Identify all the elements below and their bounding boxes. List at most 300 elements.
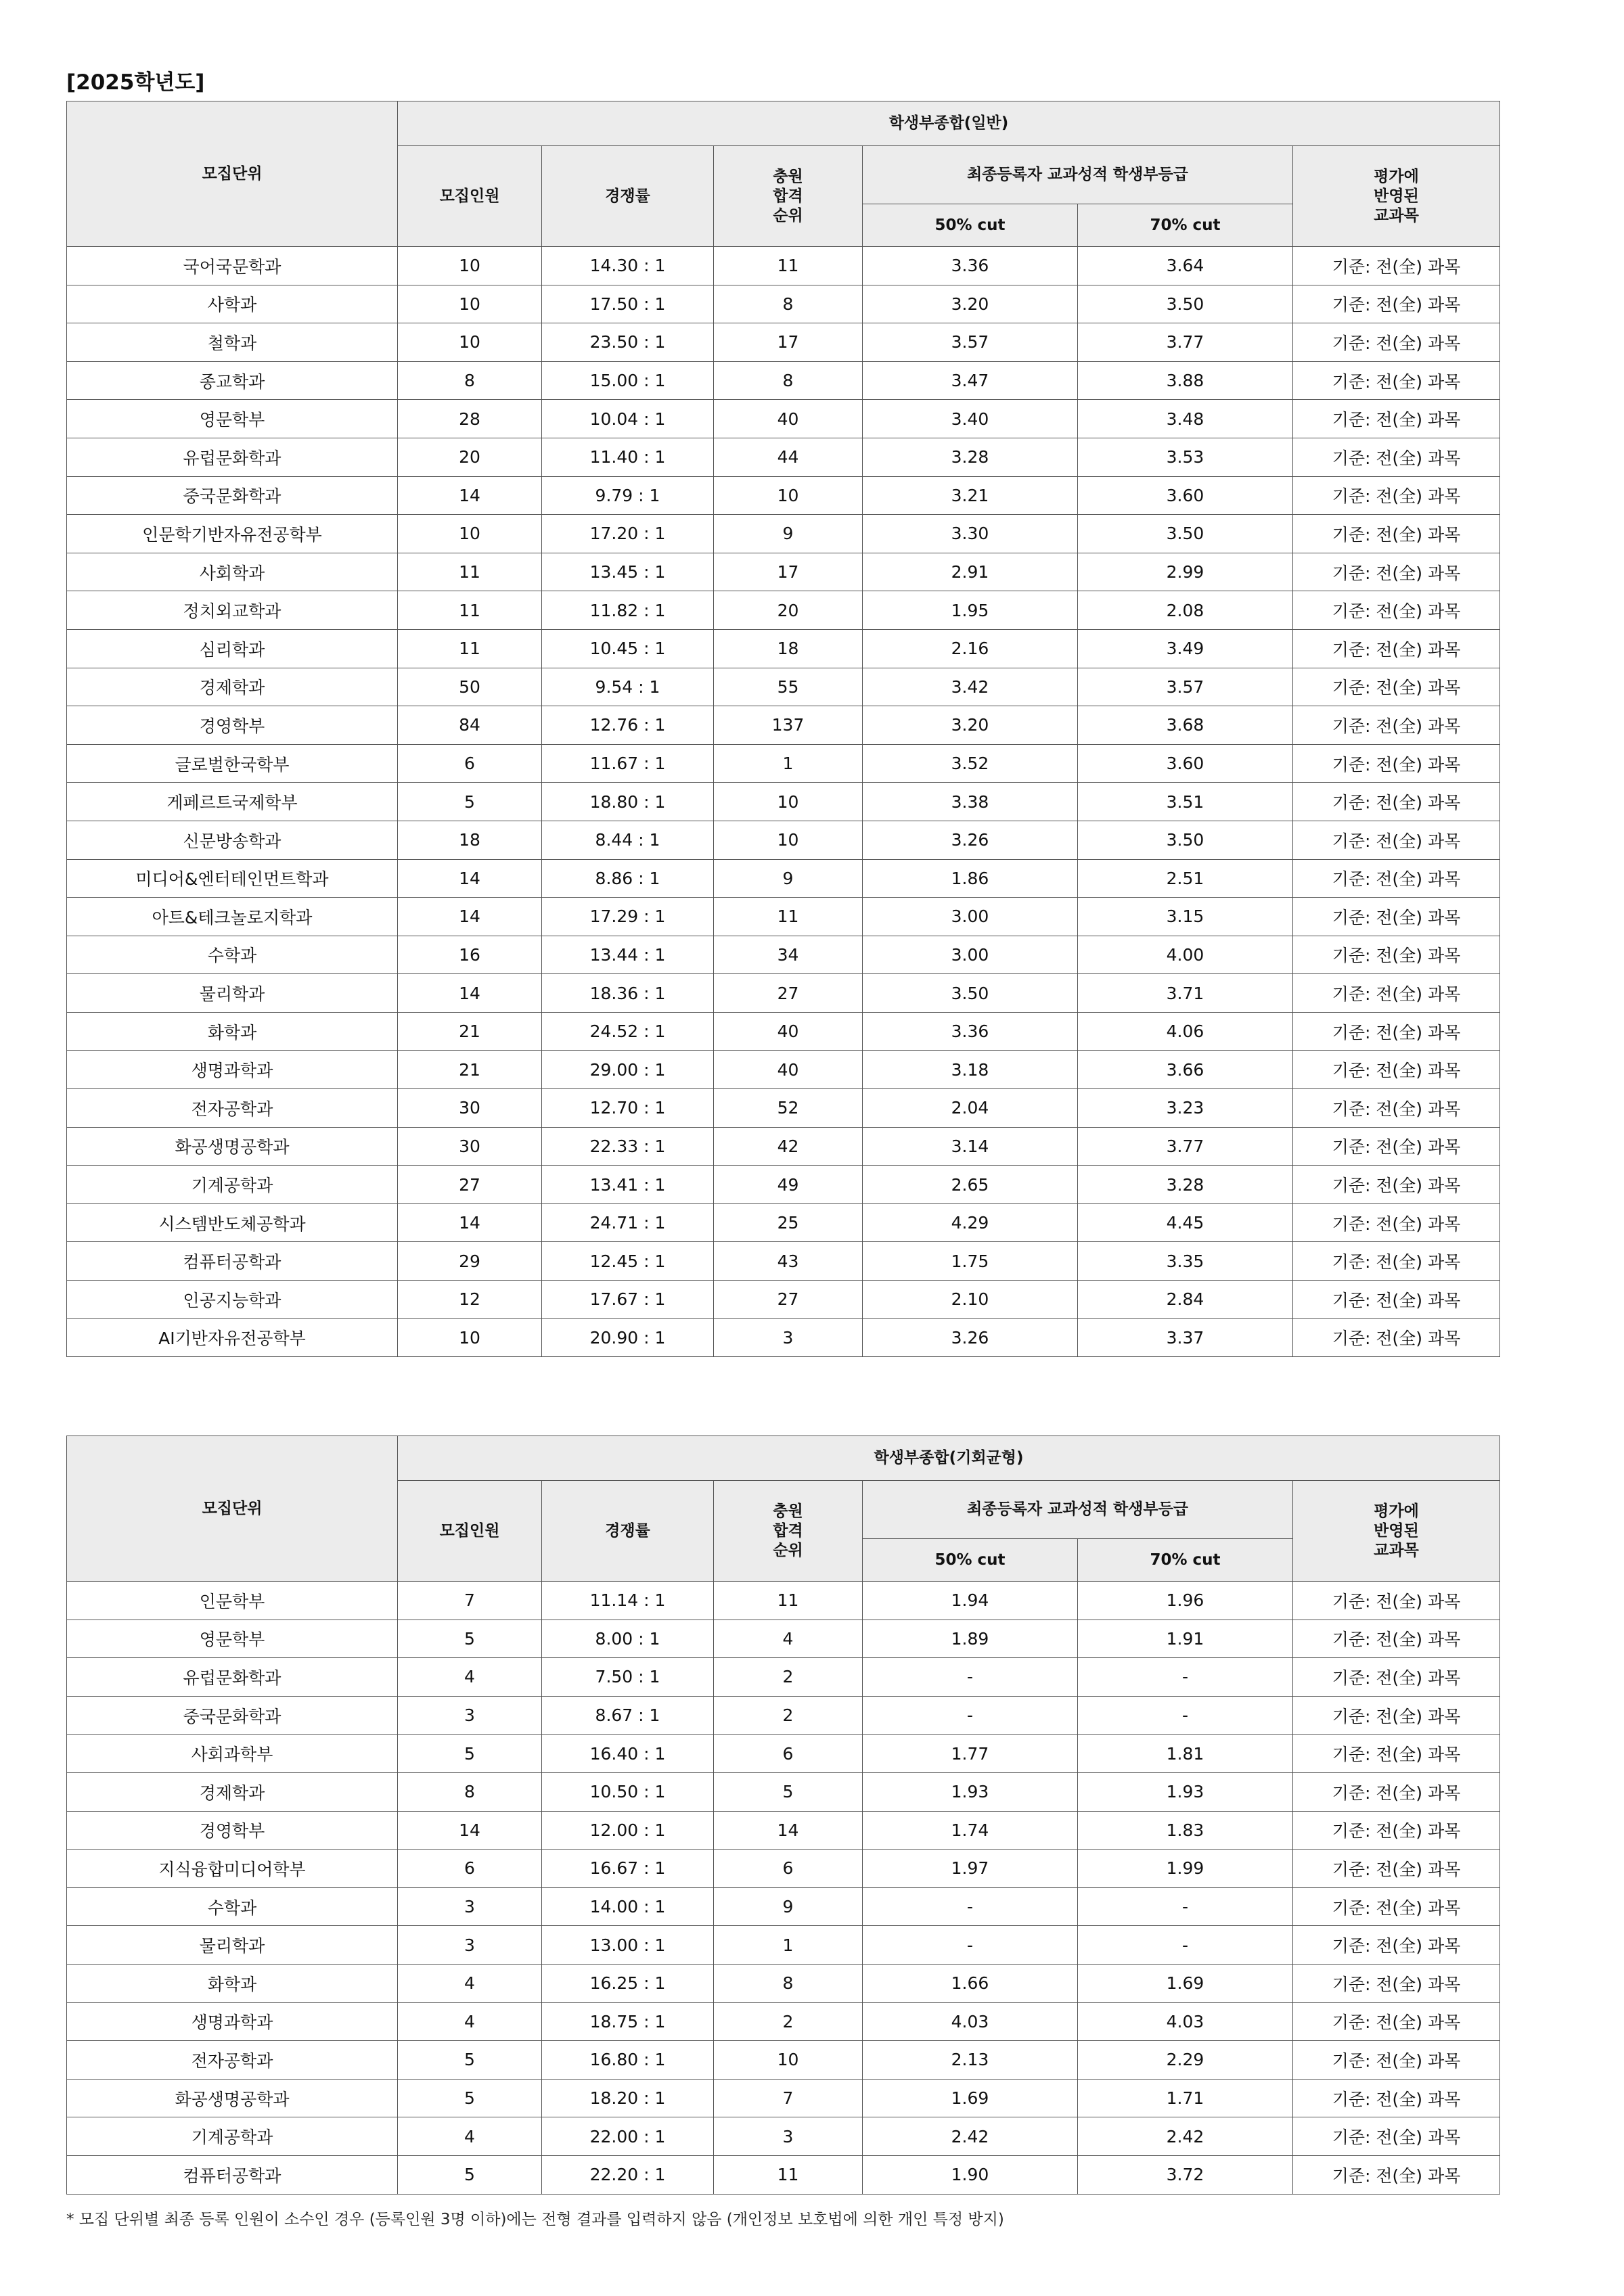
- waitlist-cell: 10: [714, 2041, 863, 2080]
- cut70-cell: 3.57: [1078, 668, 1293, 706]
- unit-cell: 경제학과: [67, 1772, 398, 1811]
- unit-cell: 신문방송학과: [67, 821, 398, 859]
- year-title: [2025학년도]: [66, 70, 205, 95]
- competition-cell: 12.00 : 1: [542, 1811, 714, 1850]
- header-competition: 경쟁률: [542, 1481, 714, 1582]
- competition-cell: 18.36 : 1: [542, 974, 714, 1013]
- cut50-cell: 1.66: [863, 1964, 1078, 2002]
- quota-cell: 50: [398, 668, 542, 706]
- waitlist-cell: 17: [714, 323, 863, 362]
- table-title: 학생부종합(기회균형): [398, 1436, 1500, 1481]
- table-row: [67, 1281, 1500, 1319]
- table-row: [67, 2117, 1500, 2156]
- cut70-cell: -: [1078, 1696, 1293, 1735]
- waitlist-cell: 34: [714, 936, 863, 974]
- quota-cell: 6: [398, 1850, 542, 1888]
- table-row: [67, 1203, 1500, 1242]
- waitlist-cell: 3: [714, 1318, 863, 1357]
- cut50-cell: 3.21: [863, 476, 1078, 515]
- unit-cell: 사학과: [67, 285, 398, 323]
- subjects-cell: 기준: 전(全) 과목: [1293, 936, 1500, 974]
- quota-cell: 10: [398, 323, 542, 362]
- unit-cell: 생명과학과: [67, 1051, 398, 1089]
- cut50-cell: 3.50: [863, 974, 1078, 1013]
- quota-cell: 8: [398, 361, 542, 400]
- quota-cell: 30: [398, 1127, 542, 1166]
- cut50-cell: 3.14: [863, 1127, 1078, 1166]
- quota-cell: 5: [398, 2155, 542, 2194]
- unit-cell: 전자공학과: [67, 2041, 398, 2080]
- competition-cell: 10.50 : 1: [542, 1772, 714, 1811]
- cut50-cell: 3.40: [863, 400, 1078, 438]
- waitlist-cell: 2: [714, 2002, 863, 2041]
- cut70-cell: -: [1078, 1658, 1293, 1697]
- cut70-cell: 3.49: [1078, 629, 1293, 668]
- waitlist-cell: 40: [714, 400, 863, 438]
- table-row: [67, 1772, 1500, 1811]
- cut70-cell: 3.72: [1078, 2155, 1293, 2194]
- unit-cell: 중국문화학과: [67, 476, 398, 515]
- table-row: [67, 1166, 1500, 1204]
- unit-cell: 경영학부: [67, 706, 398, 745]
- competition-cell: 14.00 : 1: [542, 1887, 714, 1926]
- table-row: [67, 974, 1500, 1013]
- unit-cell: 사회과학부: [67, 1735, 398, 1773]
- subjects-cell: 기준: 전(全) 과목: [1293, 783, 1500, 821]
- cut50-cell: 3.47: [863, 361, 1078, 400]
- unit-cell: 사회학과: [67, 553, 398, 591]
- cut50-cell: 2.91: [863, 553, 1078, 591]
- waitlist-cell: 1: [714, 744, 863, 783]
- subjects-cell: 기준: 전(全) 과목: [1293, 1203, 1500, 1242]
- waitlist-cell: 52: [714, 1089, 863, 1128]
- competition-cell: 11.82 : 1: [542, 591, 714, 630]
- unit-cell: 국어국문학과: [67, 247, 398, 285]
- cut50-cell: -: [863, 1926, 1078, 1965]
- subjects-cell: 기준: 전(全) 과목: [1293, 1127, 1500, 1166]
- waitlist-cell: 10: [714, 821, 863, 859]
- cut70-cell: 1.99: [1078, 1850, 1293, 1888]
- waitlist-cell: 11: [714, 1582, 863, 1620]
- quota-cell: 12: [398, 1281, 542, 1319]
- competition-cell: 16.80 : 1: [542, 2041, 714, 2080]
- table-row: [67, 1696, 1500, 1735]
- cut50-cell: 1.97: [863, 1850, 1078, 1888]
- admission-table-opportunity: [66, 1436, 1500, 2195]
- header-cut50: 50% cut: [863, 1539, 1078, 1582]
- competition-cell: 10.04 : 1: [542, 400, 714, 438]
- quota-cell: 28: [398, 400, 542, 438]
- subjects-cell: 기준: 전(全) 과목: [1293, 476, 1500, 515]
- waitlist-cell: 3: [714, 2117, 863, 2156]
- cut70-cell: 2.08: [1078, 591, 1293, 630]
- footnote: * 모집 단위별 최종 등록 인원이 소수인 경우 (등록인원 3명 이하)에는 전형 결과를 입력하지 않음 (개인정보 보호법에 의한 개인 특정 방지): [66, 2211, 1004, 2228]
- table-row: [67, 1658, 1500, 1697]
- cut50-cell: 3.38: [863, 783, 1078, 821]
- cut50-cell: 2.10: [863, 1281, 1078, 1319]
- cut50-cell: 3.57: [863, 323, 1078, 362]
- unit-cell: 인문학부: [67, 1582, 398, 1620]
- unit-cell: 인공지능학과: [67, 1281, 398, 1319]
- unit-cell: 영문학부: [67, 400, 398, 438]
- competition-cell: 18.80 : 1: [542, 783, 714, 821]
- cut70-cell: 2.99: [1078, 553, 1293, 591]
- quota-cell: 14: [398, 1811, 542, 1850]
- quota-cell: 4: [398, 2002, 542, 2041]
- table-row: [67, 247, 1500, 285]
- subjects-cell: 기준: 전(全) 과목: [1293, 1850, 1500, 1888]
- unit-cell: 종교학과: [67, 361, 398, 400]
- table-row: [67, 361, 1500, 400]
- quota-cell: 14: [398, 1203, 542, 1242]
- table-row: [67, 898, 1500, 936]
- table-row: [67, 744, 1500, 783]
- quota-cell: 11: [398, 553, 542, 591]
- competition-cell: 17.50 : 1: [542, 285, 714, 323]
- cut50-cell: 3.00: [863, 936, 1078, 974]
- quota-cell: 16: [398, 936, 542, 974]
- cut70-cell: 3.71: [1078, 974, 1293, 1013]
- cut70-cell: 3.77: [1078, 1127, 1293, 1166]
- quota-cell: 4: [398, 2117, 542, 2156]
- subjects-cell: 기준: 전(全) 과목: [1293, 898, 1500, 936]
- quota-cell: 29: [398, 1242, 542, 1281]
- cut70-cell: 4.45: [1078, 1203, 1293, 1242]
- competition-cell: 13.41 : 1: [542, 1166, 714, 1204]
- subjects-cell: 기준: 전(全) 과목: [1293, 1811, 1500, 1850]
- table-row: [67, 1964, 1500, 2002]
- cut70-cell: 3.66: [1078, 1051, 1293, 1089]
- cut50-cell: 3.28: [863, 438, 1078, 476]
- cut70-cell: 3.50: [1078, 821, 1293, 859]
- subjects-cell: 기준: 전(全) 과목: [1293, 323, 1500, 362]
- subjects-cell: 기준: 전(全) 과목: [1293, 744, 1500, 783]
- waitlist-cell: 20: [714, 591, 863, 630]
- quota-cell: 5: [398, 1620, 542, 1658]
- cut50-cell: 3.30: [863, 515, 1078, 553]
- table-row: [67, 476, 1500, 515]
- cut50-cell: 3.00: [863, 898, 1078, 936]
- unit-cell: 지식융합미디어학부: [67, 1850, 398, 1888]
- quota-cell: 7: [398, 1582, 542, 1620]
- table-row: [67, 400, 1500, 438]
- unit-cell: 중국문화학과: [67, 1696, 398, 1735]
- cut50-cell: 2.42: [863, 2117, 1078, 2156]
- quota-cell: 3: [398, 1696, 542, 1735]
- competition-cell: 17.20 : 1: [542, 515, 714, 553]
- cut50-cell: 4.03: [863, 2002, 1078, 2041]
- cut50-cell: 1.77: [863, 1735, 1078, 1773]
- quota-cell: 4: [398, 1964, 542, 2002]
- cut50-cell: 3.36: [863, 247, 1078, 285]
- cut70-cell: 1.83: [1078, 1811, 1293, 1850]
- unit-cell: 물리학과: [67, 974, 398, 1013]
- cut50-cell: 1.93: [863, 1772, 1078, 1811]
- waitlist-cell: 1: [714, 1926, 863, 1965]
- competition-cell: 12.70 : 1: [542, 1089, 714, 1128]
- table-row: [67, 1127, 1500, 1166]
- waitlist-cell: 11: [714, 898, 863, 936]
- cut50-cell: 4.29: [863, 1203, 1078, 1242]
- cut50-cell: 3.18: [863, 1051, 1078, 1089]
- subjects-cell: 기준: 전(全) 과목: [1293, 1926, 1500, 1965]
- competition-cell: 13.45 : 1: [542, 553, 714, 591]
- competition-cell: 29.00 : 1: [542, 1051, 714, 1089]
- quota-cell: 5: [398, 783, 542, 821]
- cut70-cell: 3.60: [1078, 476, 1293, 515]
- waitlist-cell: 40: [714, 1012, 863, 1051]
- header-unit: 모집단위: [67, 1436, 398, 1582]
- waitlist-cell: 10: [714, 783, 863, 821]
- waitlist-cell: 4: [714, 1620, 863, 1658]
- table-row: [67, 936, 1500, 974]
- subjects-cell: 기준: 전(全) 과목: [1293, 1012, 1500, 1051]
- unit-cell: 경제학과: [67, 668, 398, 706]
- quota-cell: 18: [398, 821, 542, 859]
- header-cut70: 70% cut: [1078, 204, 1293, 247]
- competition-cell: 12.76 : 1: [542, 706, 714, 745]
- subjects-cell: 기준: 전(全) 과목: [1293, 1887, 1500, 1926]
- unit-cell: 유럽문화학과: [67, 1658, 398, 1697]
- quota-cell: 4: [398, 1658, 542, 1697]
- subjects-cell: 기준: 전(全) 과목: [1293, 2041, 1500, 2080]
- cut70-cell: 3.50: [1078, 285, 1293, 323]
- cut50-cell: 3.26: [863, 1318, 1078, 1357]
- table-row: [67, 2079, 1500, 2117]
- competition-cell: 24.52 : 1: [542, 1012, 714, 1051]
- competition-cell: 11.14 : 1: [542, 1582, 714, 1620]
- waitlist-cell: 18: [714, 629, 863, 668]
- subjects-cell: 기준: 전(全) 과목: [1293, 1964, 1500, 2002]
- subjects-cell: 기준: 전(全) 과목: [1293, 1582, 1500, 1620]
- table-row: [67, 1012, 1500, 1051]
- subjects-cell: 기준: 전(全) 과목: [1293, 591, 1500, 630]
- unit-cell: 생명과학과: [67, 2002, 398, 2041]
- cut70-cell: 2.29: [1078, 2041, 1293, 2080]
- quota-cell: 5: [398, 1735, 542, 1773]
- competition-cell: 22.33 : 1: [542, 1127, 714, 1166]
- cut70-cell: 3.48: [1078, 400, 1293, 438]
- table-row: [67, 323, 1500, 362]
- header-waitlist: 충원 합격 순위: [714, 146, 863, 247]
- cut70-cell: 3.28: [1078, 1166, 1293, 1204]
- table-row: [67, 285, 1500, 323]
- waitlist-cell: 40: [714, 1051, 863, 1089]
- competition-cell: 7.50 : 1: [542, 1658, 714, 1697]
- header-quota: 모집인원: [398, 146, 542, 247]
- quota-cell: 14: [398, 476, 542, 515]
- competition-cell: 16.67 : 1: [542, 1850, 714, 1888]
- unit-cell: 기계공학과: [67, 2117, 398, 2156]
- cut70-cell: 3.37: [1078, 1318, 1293, 1357]
- cut70-cell: 1.71: [1078, 2079, 1293, 2117]
- table-row: [67, 1582, 1500, 1620]
- cut70-cell: 2.84: [1078, 1281, 1293, 1319]
- table-row: [67, 1926, 1500, 1965]
- quota-cell: 8: [398, 1772, 542, 1811]
- subjects-cell: 기준: 전(全) 과목: [1293, 1089, 1500, 1128]
- cut70-cell: 1.96: [1078, 1582, 1293, 1620]
- competition-cell: 18.20 : 1: [542, 2079, 714, 2117]
- subjects-cell: 기준: 전(全) 과목: [1293, 285, 1500, 323]
- cut50-cell: 3.26: [863, 821, 1078, 859]
- competition-cell: 16.40 : 1: [542, 1735, 714, 1773]
- waitlist-cell: 55: [714, 668, 863, 706]
- competition-cell: 8.67 : 1: [542, 1696, 714, 1735]
- quota-cell: 10: [398, 515, 542, 553]
- competition-cell: 8.86 : 1: [542, 859, 714, 898]
- waitlist-cell: 9: [714, 515, 863, 553]
- unit-cell: 경영학부: [67, 1811, 398, 1850]
- quota-cell: 3: [398, 1926, 542, 1965]
- cut50-cell: 2.13: [863, 2041, 1078, 2080]
- header-cut70: 70% cut: [1078, 1539, 1293, 1582]
- header-waitlist: 충원 합격 순위: [714, 1481, 863, 1582]
- unit-cell: 철학과: [67, 323, 398, 362]
- cut50-cell: 2.04: [863, 1089, 1078, 1128]
- waitlist-cell: 8: [714, 361, 863, 400]
- competition-cell: 8.44 : 1: [542, 821, 714, 859]
- cut70-cell: 1.91: [1078, 1620, 1293, 1658]
- quota-cell: 20: [398, 438, 542, 476]
- unit-cell: 글로벌한국학부: [67, 744, 398, 783]
- waitlist-cell: 27: [714, 1281, 863, 1319]
- competition-cell: 16.25 : 1: [542, 1964, 714, 2002]
- competition-cell: 13.00 : 1: [542, 1926, 714, 1965]
- unit-cell: 시스템반도체공학과: [67, 1203, 398, 1242]
- waitlist-cell: 137: [714, 706, 863, 745]
- table-row: [67, 1735, 1500, 1773]
- competition-cell: 17.29 : 1: [542, 898, 714, 936]
- subjects-cell: 기준: 전(全) 과목: [1293, 553, 1500, 591]
- waitlist-cell: 9: [714, 859, 863, 898]
- subjects-cell: 기준: 전(全) 과목: [1293, 974, 1500, 1013]
- unit-cell: 미디어&엔터테인먼트학과: [67, 859, 398, 898]
- competition-cell: 17.67 : 1: [542, 1281, 714, 1319]
- table-row: [67, 706, 1500, 745]
- cut50-cell: 2.65: [863, 1166, 1078, 1204]
- competition-cell: 11.67 : 1: [542, 744, 714, 783]
- admission-table-general: [66, 101, 1500, 1357]
- waitlist-cell: 27: [714, 974, 863, 1013]
- table-row: [67, 783, 1500, 821]
- cut50-cell: 1.69: [863, 2079, 1078, 2117]
- table-row: [67, 515, 1500, 553]
- table-row: [67, 821, 1500, 859]
- table-row: [67, 668, 1500, 706]
- cut50-cell: 3.20: [863, 285, 1078, 323]
- cut70-cell: 3.50: [1078, 515, 1293, 553]
- unit-cell: 컴퓨터공학과: [67, 1242, 398, 1281]
- unit-cell: 심리학과: [67, 629, 398, 668]
- unit-cell: 화공생명공학과: [67, 1127, 398, 1166]
- waitlist-cell: 43: [714, 1242, 863, 1281]
- header-unit: 모집단위: [67, 101, 398, 247]
- table-row: [67, 1242, 1500, 1281]
- subjects-cell: 기준: 전(全) 과목: [1293, 1281, 1500, 1319]
- quota-cell: 21: [398, 1012, 542, 1051]
- cut70-cell: 4.06: [1078, 1012, 1293, 1051]
- table-row: [67, 629, 1500, 668]
- waitlist-cell: 5: [714, 1772, 863, 1811]
- waitlist-cell: 8: [714, 1964, 863, 2002]
- waitlist-cell: 42: [714, 1127, 863, 1166]
- waitlist-cell: 10: [714, 476, 863, 515]
- quota-cell: 30: [398, 1089, 542, 1128]
- cut50-cell: 1.89: [863, 1620, 1078, 1658]
- quota-cell: 27: [398, 1166, 542, 1204]
- table-row: [67, 1887, 1500, 1926]
- waitlist-cell: 6: [714, 1850, 863, 1888]
- table-title: 학생부종합(일반): [398, 101, 1500, 146]
- cut50-cell: -: [863, 1887, 1078, 1926]
- subjects-cell: 기준: 전(全) 과목: [1293, 1658, 1500, 1697]
- header-grade-group: 최종등록자 교과성적 학생부등급: [863, 146, 1293, 204]
- waitlist-cell: 14: [714, 1811, 863, 1850]
- cut70-cell: 2.51: [1078, 859, 1293, 898]
- waitlist-cell: 2: [714, 1696, 863, 1735]
- unit-cell: 영문학부: [67, 1620, 398, 1658]
- header-grade-group: 최종등록자 교과성적 학생부등급: [863, 1481, 1293, 1539]
- table-row: [67, 1811, 1500, 1850]
- header-cut50: 50% cut: [863, 204, 1078, 247]
- subjects-cell: 기준: 전(全) 과목: [1293, 2002, 1500, 2041]
- cut50-cell: 1.95: [863, 591, 1078, 630]
- cut70-cell: 3.23: [1078, 1089, 1293, 1128]
- competition-cell: 20.90 : 1: [542, 1318, 714, 1357]
- quota-cell: 3: [398, 1887, 542, 1926]
- waitlist-cell: 8: [714, 285, 863, 323]
- quota-cell: 10: [398, 1318, 542, 1357]
- header-quota: 모집인원: [398, 1481, 542, 1582]
- subjects-cell: 기준: 전(全) 과목: [1293, 2155, 1500, 2194]
- cut70-cell: 3.64: [1078, 247, 1293, 285]
- waitlist-cell: 49: [714, 1166, 863, 1204]
- cut50-cell: 2.16: [863, 629, 1078, 668]
- waitlist-cell: 11: [714, 2155, 863, 2194]
- unit-cell: 화공생명공학과: [67, 2079, 398, 2117]
- competition-cell: 15.00 : 1: [542, 361, 714, 400]
- header-subjects: 평가에 반영된 교과목: [1293, 146, 1500, 247]
- unit-cell: 정치외교학과: [67, 591, 398, 630]
- table-row: [67, 2002, 1500, 2041]
- competition-cell: 12.45 : 1: [542, 1242, 714, 1281]
- cut70-cell: 1.69: [1078, 1964, 1293, 2002]
- cut70-cell: 3.88: [1078, 361, 1293, 400]
- unit-cell: 화학과: [67, 1964, 398, 2002]
- waitlist-cell: 2: [714, 1658, 863, 1697]
- cut70-cell: 3.51: [1078, 783, 1293, 821]
- table-row: [67, 591, 1500, 630]
- header-subjects: 평가에 반영된 교과목: [1293, 1481, 1500, 1582]
- subjects-cell: 기준: 전(全) 과목: [1293, 1772, 1500, 1811]
- table-row: [67, 1089, 1500, 1128]
- waitlist-cell: 6: [714, 1735, 863, 1773]
- quota-cell: 21: [398, 1051, 542, 1089]
- unit-cell: 컴퓨터공학과: [67, 2155, 398, 2194]
- unit-cell: 수학과: [67, 1887, 398, 1926]
- subjects-cell: 기준: 전(全) 과목: [1293, 361, 1500, 400]
- unit-cell: AI기반자유전공학부: [67, 1318, 398, 1357]
- cut50-cell: -: [863, 1658, 1078, 1697]
- quota-cell: 10: [398, 285, 542, 323]
- quota-cell: 5: [398, 2041, 542, 2080]
- header-competition: 경쟁률: [542, 146, 714, 247]
- subjects-cell: 기준: 전(全) 과목: [1293, 1318, 1500, 1357]
- competition-cell: 10.45 : 1: [542, 629, 714, 668]
- unit-cell: 전자공학과: [67, 1089, 398, 1128]
- waitlist-cell: 17: [714, 553, 863, 591]
